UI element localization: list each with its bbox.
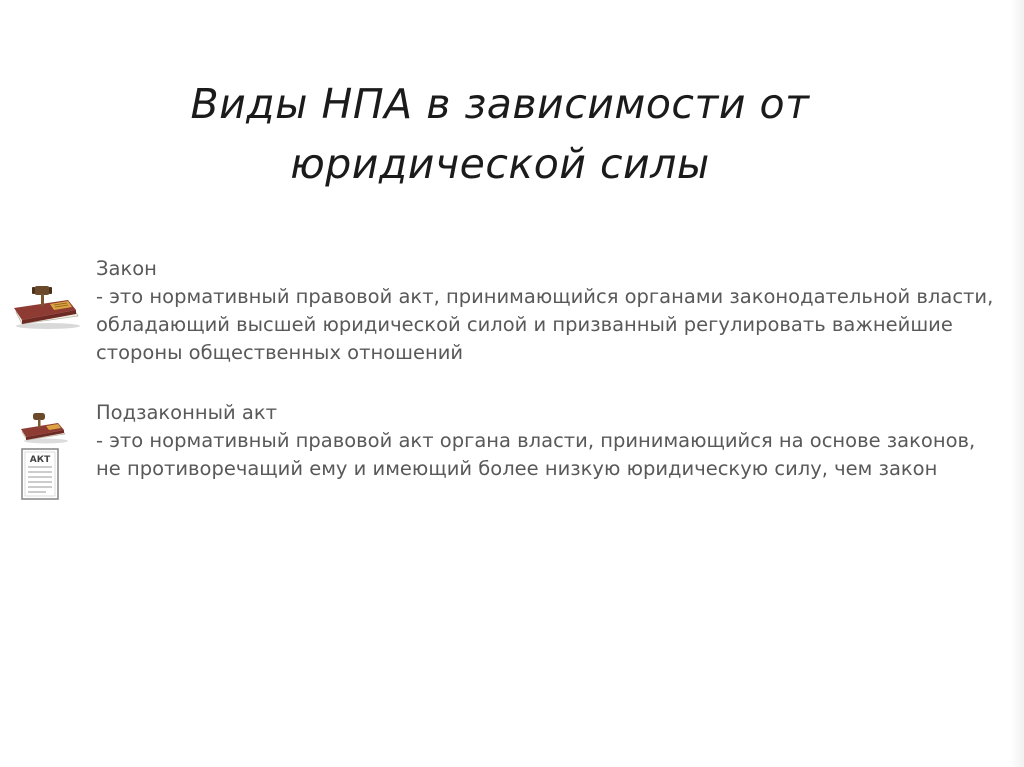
law-book-gavel-icon — [10, 280, 82, 330]
entry-term: Подзаконный акт — [96, 401, 277, 424]
book-gavel-icon — [18, 410, 70, 444]
title-line-2: юридической силы — [290, 140, 710, 188]
slide-edge-shadow — [1010, 0, 1024, 767]
slide-title — [100, 74, 900, 194]
entry-law — [96, 255, 996, 367]
act-document-label: АКТ — [29, 455, 51, 465]
act-document-icon — [20, 447, 62, 503]
entry-bylaw — [96, 399, 996, 483]
title-line-1: Виды НПА в зависимости от — [190, 80, 810, 128]
entry-definition: - это нормативный правовой акт органа власти, принимающийся на основе законов, не противоречащий ему и имеющий более низкую юридическую силу, чем закон — [96, 429, 976, 480]
entry-definition: - это нормативный правовой акт, принимающийся органами законодательной власти, обладающий высшей юридической силой и призванный регулировать важнейшие стороны общественных отношений — [96, 285, 994, 364]
entry-term: Закон — [96, 257, 157, 280]
